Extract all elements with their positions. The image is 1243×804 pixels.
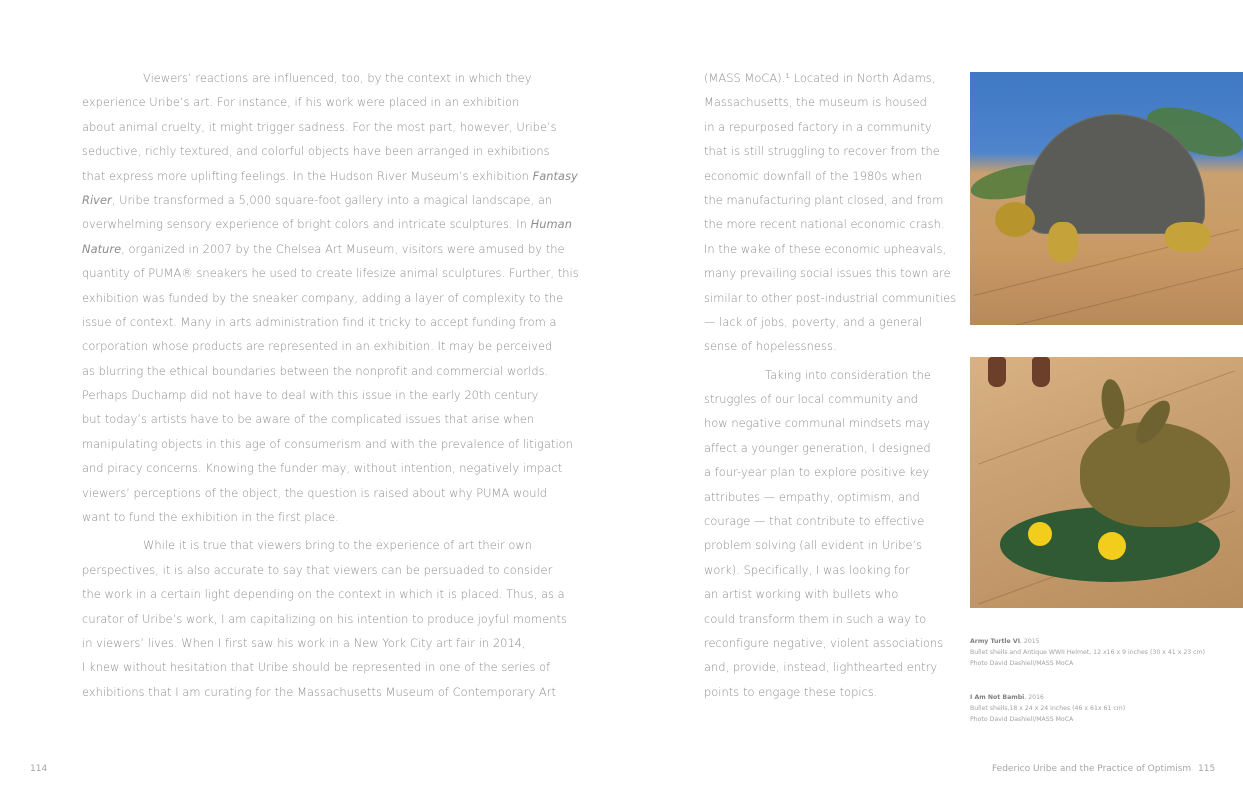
- text-line: in viewers’ lives. When I first saw his work in a New York City art fair in 2014,: [82, 635, 526, 650]
- text-line: problem solving (all evident in Uribe’s: [704, 538, 923, 553]
- text-line: struggles of our local community and: [704, 392, 919, 407]
- text-line: how negative communal mindsets may: [704, 416, 930, 431]
- text-line: similar to other post-industrial communities: [704, 290, 957, 305]
- text-line: could transform them in such a way to: [704, 611, 927, 626]
- italic-title: Human: [530, 217, 572, 232]
- text-line: manipulating objects in this age of consumerism and with the prevalence of litigation: [82, 436, 573, 451]
- running-head: Federico Uribe and the Practice of Optimism: [992, 764, 1192, 774]
- right-page: [621, 0, 1243, 804]
- text-line: points to engage these topics.: [704, 684, 878, 699]
- figure-caption-i-am-not-bambi: [970, 692, 1240, 726]
- text-line: sense of hopelessness.: [704, 339, 837, 354]
- visitor-boot: [988, 357, 1006, 387]
- text-run: that express more uplifting feelings. In the Hudson River Museum’s exhibition: [82, 168, 533, 183]
- text-line: that is still struggling to recover from the: [704, 144, 940, 159]
- caption-medium: Bullet shells and Antique WWII Helmet, 12 x16 x 9 inches (30 x 41 x 23 cm): [970, 649, 1206, 657]
- text-line: [82, 212, 572, 236]
- text-line: experience Uribe’s art. For instance, if his work were placed in an exhibition: [82, 95, 520, 110]
- text-line: a four-year plan to explore positive key: [704, 465, 930, 480]
- i-am-not-bambi-photo: [970, 357, 1243, 608]
- text-line: the manufacturing plant closed, and from: [704, 192, 944, 207]
- text-line: in a repurposed factory in a community: [704, 119, 932, 134]
- caption-medium: Bullet shells,18 x 24 x 24 inches (46 x 61x 61 cm): [970, 705, 1126, 713]
- text-line: Massachusetts, the museum is housed: [704, 95, 927, 110]
- page-number-right: 115: [1198, 764, 1216, 774]
- caption-title: I Am Not Bambi: [970, 694, 1025, 701]
- left-page: [0, 0, 621, 804]
- text-line: perspectives, it is also accurate to say that viewers can be persuaded to consider: [82, 562, 553, 577]
- text-line: exhibition was funded by the sneaker company, adding a layer of complexity to the: [82, 290, 564, 305]
- turtle-leg: [1165, 222, 1210, 252]
- text-line: reconfigure negative, violent associations: [704, 635, 944, 650]
- army-turtle-photo: [970, 72, 1243, 325]
- caption-title: Army Turtle VI: [970, 638, 1020, 645]
- italic-title: Fantasy: [532, 168, 578, 183]
- text-line: While it is true that viewers bring to the experience of art their own: [143, 538, 533, 553]
- caption-credit: Photo David Dashiell/MASS MoCA: [970, 660, 1074, 668]
- text-line: attributes — empathy, optimism, and: [704, 489, 920, 504]
- text-line: (MASS MoCA).¹ Located in North Adams,: [704, 71, 936, 85]
- text-line: but today’s artists have to be aware of the complicated issues that arise when: [82, 412, 535, 427]
- text-line: want to fund the exhibition in the first place.: [82, 510, 339, 525]
- yellow-flower: [1098, 532, 1126, 560]
- figure-caption-army-turtle: [970, 636, 1240, 670]
- text-line: the more recent national economic crash.: [704, 217, 945, 232]
- text-line: In the wake of these economic upheavals,: [704, 241, 947, 256]
- text-line: the work in a certain light depending on the context in which it is placed. Thus, as a: [82, 587, 565, 602]
- yellow-flower: [1028, 522, 1052, 546]
- visitor-boot: [1032, 357, 1050, 387]
- text-line: [82, 164, 578, 188]
- page-number-left: 114: [30, 764, 48, 774]
- text-line: viewers’ perceptions of the object, the question is raised about why PUMA would: [82, 485, 548, 500]
- text-line: and piracy concerns. Knowing the funder may, without intention, negatively impact: [82, 461, 563, 476]
- floorboard-line: [994, 264, 1243, 325]
- text-line: [82, 188, 552, 212]
- text-line: exhibitions that I am curating for the Massachusetts Museum of Contemporary Art: [82, 684, 557, 699]
- text-line: and, provide, instead, lighthearted entry: [704, 660, 938, 675]
- text-line: affect a younger generation, I designed: [704, 440, 931, 455]
- text-line: as blurring the ethical boundaries between the nonprofit and commercial worlds.: [82, 363, 549, 378]
- text-line: corporation whose products are represented in an exhibition. It may be perceived: [82, 339, 553, 354]
- italic-title: River: [82, 192, 112, 207]
- turtle-leg: [1048, 222, 1078, 262]
- italic-title: Nature: [82, 241, 122, 256]
- left-page-body-text: [82, 66, 579, 704]
- text-line: Viewers’ reactions are influenced, too, by the context in which they: [143, 71, 532, 85]
- text-line: seductive, richly textured, and colorful objects have been arranged in exhibitions: [82, 144, 550, 159]
- text-line: about animal cruelty, it might trigger sadness. For the most part, however, Uribe’s: [82, 119, 557, 134]
- text-line: [82, 237, 565, 261]
- text-line: — lack of jobs, poverty, and a general: [704, 314, 923, 329]
- text-run: , organized in 2007 by the Chelsea Art Museum, visitors were amused by the: [121, 241, 565, 256]
- caption-credit: Photo David Dashiell/MASS MoCA: [970, 716, 1074, 724]
- text-line: courage — that contribute to effective: [704, 514, 925, 529]
- text-line: an artist working with bullets who: [704, 587, 899, 602]
- text-line: work). Specifically, I was looking for: [704, 562, 910, 577]
- turtle-head: [995, 202, 1035, 237]
- text-line: Taking into consideration the: [765, 367, 931, 382]
- text-line: issue of context. Many in arts administration find it tricky to accept funding from a: [82, 314, 557, 329]
- text-line: curator of Uribe’s work, I am capitalizing on his intention to produce joyful moments: [82, 611, 568, 626]
- text-run: , Uribe transformed a 5,000 square-foot gallery into a magical landscape, an: [111, 192, 553, 207]
- caption-year: , 2015: [1020, 638, 1040, 645]
- text-line: economic downfall of the 1980s when: [704, 168, 923, 183]
- text-line: quantity of PUMA® sneakers he used to create lifesize animal sculptures. Further, this: [82, 266, 579, 281]
- fawn-sculpture: [1080, 422, 1230, 527]
- text-line: I knew without hesitation that Uribe should be represented in one of the series of: [82, 660, 551, 675]
- text-line: Perhaps Duchamp did not have to deal with this issue in the early 20th century: [82, 388, 539, 403]
- text-run: overwhelming sensory experience of bright colors and intricate sculptures. In: [82, 217, 531, 232]
- caption-year: , 2016: [1024, 694, 1044, 701]
- fawn-ear: [1099, 378, 1128, 431]
- right-page-body-text: [704, 66, 957, 704]
- text-line: many prevailing social issues this town are: [704, 266, 951, 281]
